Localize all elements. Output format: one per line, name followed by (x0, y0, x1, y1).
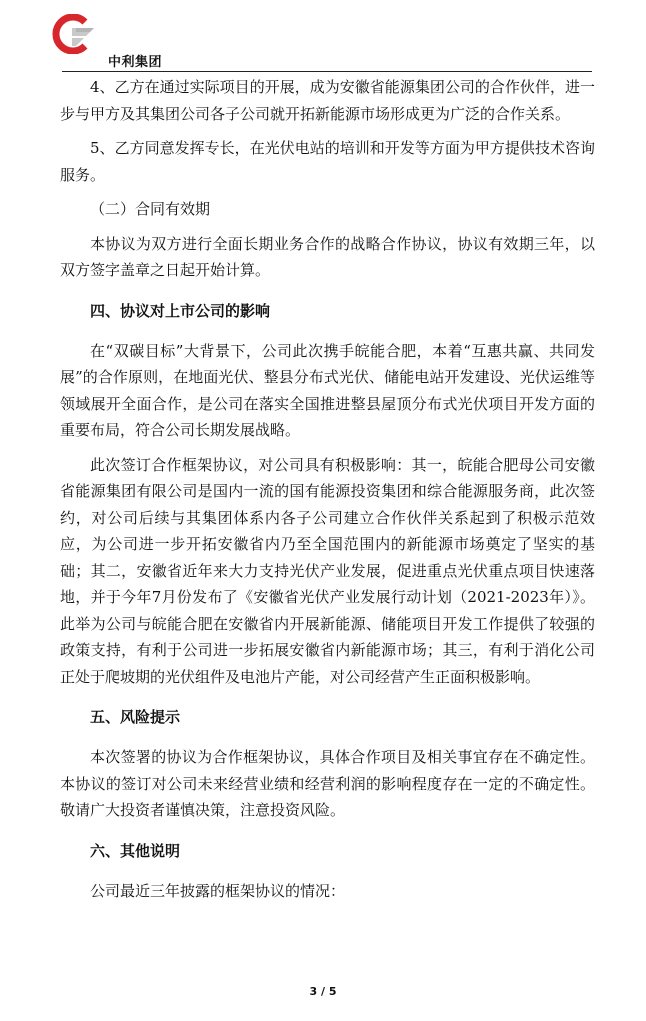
company-name: 中利集团 (108, 55, 163, 70)
validity-paragraph: 本协议为双方进行全面长期业务合作的战略合作协议，协议有效期三年，以双方签字盖章之日起开始计算。 (60, 234, 595, 279)
section-heading-other: 六、其他说明 (90, 841, 181, 860)
zhongli-group-logo (45, 14, 101, 54)
header-divider (62, 71, 592, 72)
page-header (0, 0, 646, 72)
subheading-contract-validity: （二）合同有效期 (90, 200, 211, 218)
clause-item-5: 5、乙方同意发挥专长，在光伏电站的培训和开发等方面为甲方提供技术咨询服务。 (60, 139, 595, 184)
document-body (60, 74, 595, 904)
other-paragraph: 公司最近三年披露的框架协议的情况： (90, 881, 346, 900)
section-heading-risk: 五、风险提示 (90, 708, 181, 726)
impact-paragraph-2: 此次签订合作框架协议，对公司具有积极影响：其一，皖能合肥母公司安徽省能源集团有限公司是国内一流的国有能源投资集团和综合能源服务商，此次签约，对公司后续与其集团体系内各子公司建立合作伙伴关系起到了积极示范效应，为公司进一步开拓安徽省内乃至全国范围内的新能源市场奠定了坚实的基础；其二，安徽省近年来大力支持光伏产业发展，促进重点光伏重点项目快速落地，并于今年7月份发布了《安徽省光伏产业发展行动计划（2021-2023年）》。此举为公司与皖能合肥在安徽省内开展新能源、储能项目开发工作提供了较强的政策支持，有利于公司进一步拓展安徽省内新能源市场；其三，有利于消化公司正处于爬坡期的光伏组件及电池片产能，对公司经营产生正面积极影响。 (60, 455, 595, 686)
page-number: 3 / 5 (309, 985, 337, 998)
risk-paragraph: 本次签署的协议为合作框架协议，具体合作项目及相关事宜存在不确定性。本协议的签订对公司未来经营业绩和经营利润的影响程度存在一定的不确定性。敬请广大投资者谨慎决策，注意投资风险。 (60, 748, 595, 819)
impact-paragraph-1: 在“双碳目标”大背景下，公司此次携手皖能合肥，本着“互惠共赢、共同发展”的合作原则，在地面光伏、整县分布式光伏、储能电站开发建设、光伏运维等领域展开全面合作，是公司在落实全国推进整县屋顶分布式光伏项目开发方面的重要布局，符合公司长期发展战略。 (60, 341, 595, 439)
section-heading-impact: 四、协议对上市公司的影响 (90, 301, 271, 320)
clause-item-4: 4、乙方在通过实际项目的开展，成为安徽省能源集团公司的合作伙伴，进一步与甲方及其集团公司各子公司就开拓新能源市场形成更为广泛的合作关系。 (60, 78, 595, 123)
